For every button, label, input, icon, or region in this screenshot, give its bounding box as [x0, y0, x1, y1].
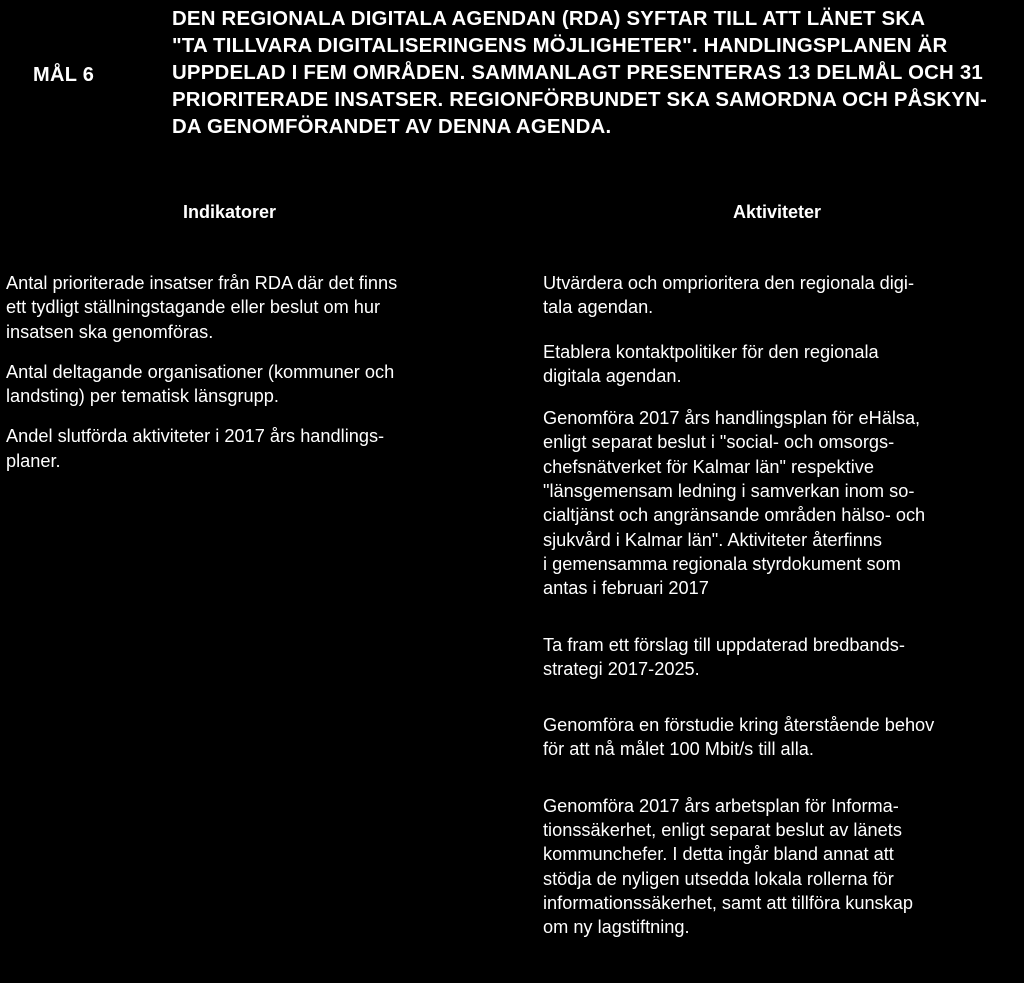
activities-column — [543, 271, 1024, 958]
activity-item: Genomföra 2017 års handlingsplan för eHälsa, enligt separat beslut i "social- och omsorgs- chefsnätverket för Kalmar län" respektive "länsgemensam ledning i samverkan inom so- cialtjänst och angränsande områden hälso- och sjukvård i Kalmar län". Aktiviteter återfinns i gemensamma regionala styrdokument som antas i februari 2017 — [543, 408, 926, 599]
indicators-heading: Indikatorer — [183, 202, 277, 222]
indicators-column — [6, 271, 516, 489]
activities-heading: Aktiviteter — [733, 202, 822, 222]
goal-label: MÅL 6 — [33, 64, 95, 86]
goal-description: DEN REGIONALA DIGITALA AGENDAN (RDA) SYFTAR TILL ATT LÄNET SKA "TA TILLVARA DIGITALISERINGENS MÖJLIGHETER". HANDLINGSPLANEN ÄR UPPDELAD I FEM OMRÅDEN. SAMMANLAGT PRESENTERAS 13 DELMÅL OCH 31 PRIORITERADE INSATSER. REGIONFÖRBUNDET SKA SAMORDNA OCH PÅSKYN- DA GENOMFÖRANDET AV DENNA AGENDA. — [172, 8, 988, 138]
indicator-item: Antal deltagande organisationer (kommuner och landsting) per tematisk länsgrupp. — [6, 361, 395, 407]
activity-item: Etablera kontaktpolitiker för den regionala digitala agendan. — [543, 341, 879, 386]
activity-item: Ta fram ett förslag till uppdaterad bredbands- strategi 2017-2025. — [543, 634, 905, 679]
activity-item: Genomföra en förstudie kring återstående behov för att nå målet 100 Mbit/s till alla. — [543, 715, 935, 760]
indicator-item: Andel slutförda aktiviteter i 2017 års handlings- planer. — [6, 426, 385, 471]
activity-item: Utvärdera och omprioritera den regionala digi- tala agendan. — [543, 273, 915, 318]
indicator-item: Antal prioriterade insatser från RDA där det finns ett tydligt ställningstagande eller beslut om hur insatsen ska genomföras. — [6, 273, 398, 342]
activity-item: Genomföra 2017 års arbetsplan för Informa- tionssäkerhet, enligt separat beslut av länets kommunchefer. I detta ingår bland annat att stödja de nyligen utsedda lokala rollerna för informationssäkerhet, samt att tillföra kunskap om ny lagstiftning. — [543, 795, 913, 938]
